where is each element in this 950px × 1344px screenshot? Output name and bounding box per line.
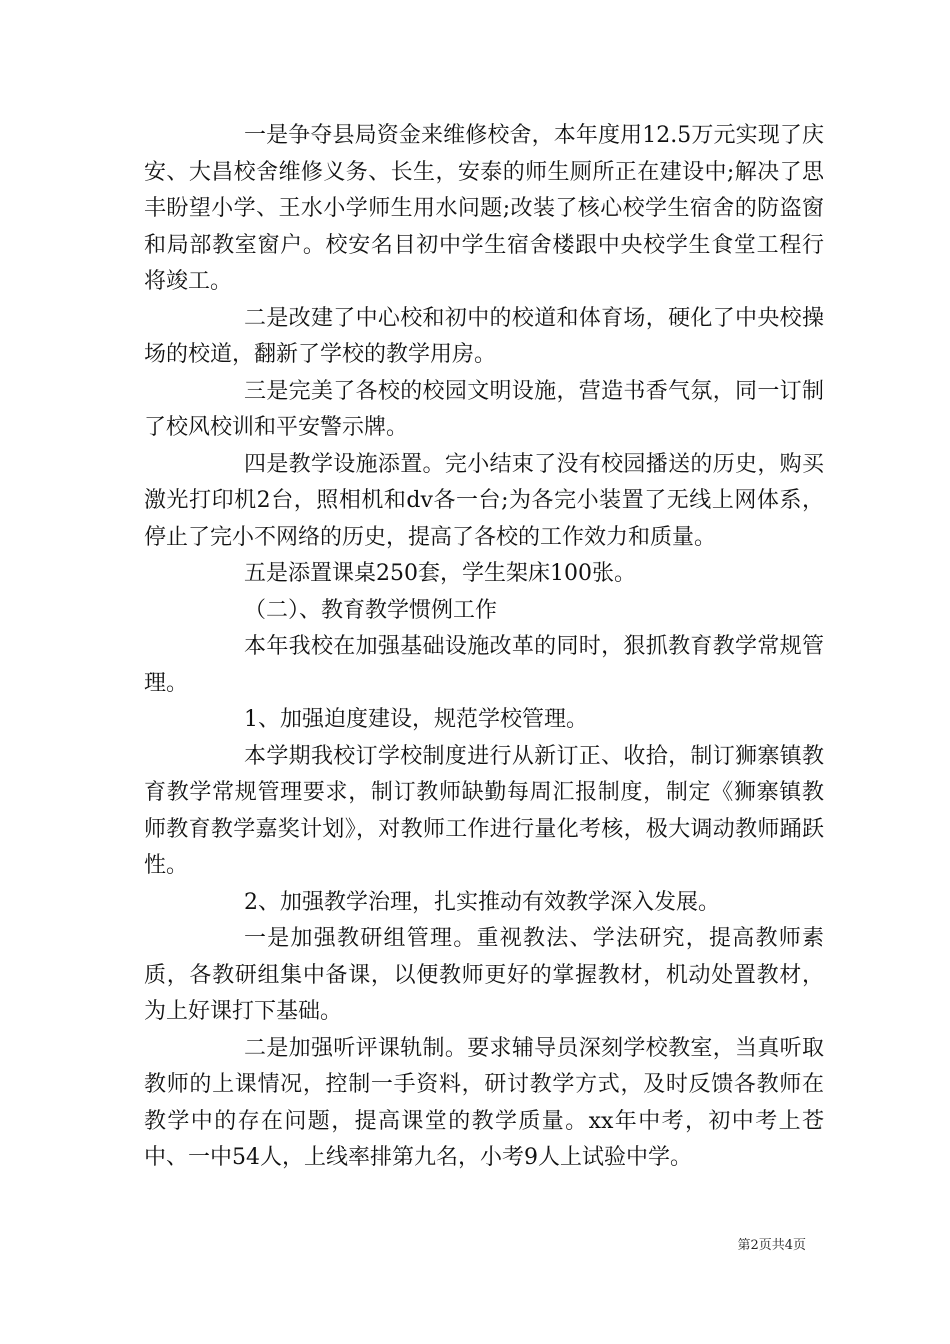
section-heading: （二）、教育教学惯例工作 — [244, 597, 498, 623]
paragraph: 四是教学设施添置。完小结束了没有校园播送的历史，购买激光打印机2台，照相机和dv各一台;为各完小装置了无线上网体系，停止了完小不网络的历史，提高了各校的工作效力和质量。 — [144, 451, 824, 550]
paragraph: 本学期我校订学校制度进行从新订正、收拾，制订狮寨镇教育教学常规管理要求，制订教师缺勤每周汇报制度，制定《狮寨镇教师教育教学嘉奖计划》，对教师工作进行量化考核，极大调动教师踊跃性。 — [144, 743, 824, 878]
subsection-heading: 1、加强迫度建设，规范学校管理。 — [244, 707, 588, 732]
page-number-footer: 第2页共4页 — [737, 1238, 806, 1253]
document-body — [144, 118, 824, 1177]
paragraph: 一是争夺县局资金来维修校舍，本年度用12.5万元实现了庆安、大昌校舍维修义务、长生，安泰的师生厕所正在建设中;解决了思丰盼望小学、王水小学师生用水问题;改装了核心校学生宿舍的防盗窗和局部教室窗户。校安名目初中学生宿舍楼跟中央校学生食堂工程行将竣工。 — [144, 123, 824, 294]
paragraph: 二是加强听评课轨制。要求辅导员深刻学校教室，当真听取教师的上课情况，控制一手资料，研讨教学方式，及时反馈各教师在教学中的存在问题，提高课堂的教学质量。xx年中考，初中考上苍中、一中54人，上线率排第九名，小考9人上试验中学。 — [144, 1035, 824, 1170]
subsection-heading: 2、加强教学治理，扎实推动有效教学深入发展。 — [244, 889, 720, 915]
paragraph: 二是改建了中心校和初中的校道和体育场，硬化了中央校操场的校道，翻新了学校的教学用房。 — [144, 305, 824, 367]
paragraph: 五是添置课桌250套，学生架床100张。 — [244, 561, 636, 586]
paragraph: 一是加强教研组管理。重视教法、学法研究，提高教师素质，各教研组集中备课，以便教师更好的掌握教材，机动处置教材，为上好课打下基础。 — [144, 926, 824, 1024]
paragraph: 本年我校在加强基础设施改革的同时，狠抓教育教学常规管理。 — [144, 634, 824, 696]
paragraph: 三是完美了各校的校园文明设施，营造书香气氛，同一订制了校风校训和平安警示牌。 — [144, 378, 824, 440]
